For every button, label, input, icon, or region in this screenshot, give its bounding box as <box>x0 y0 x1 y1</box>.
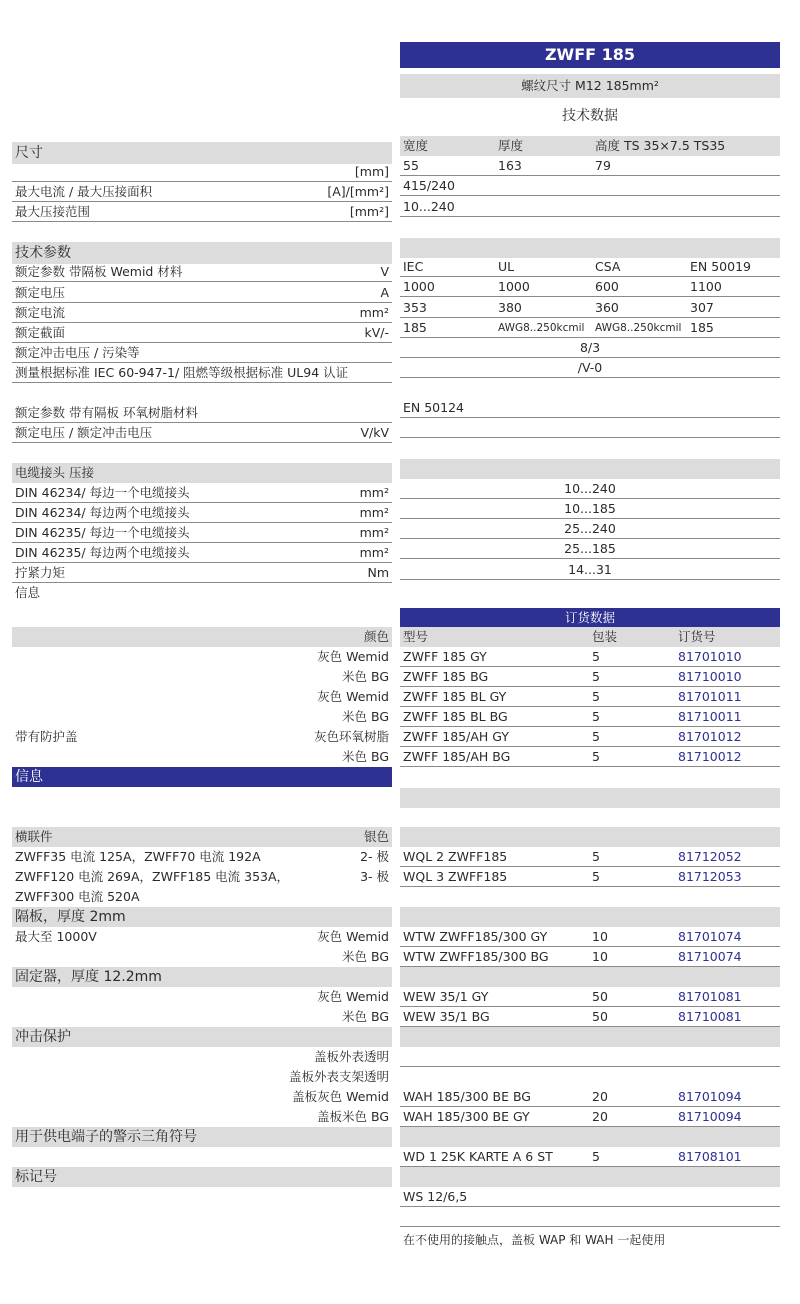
shock-row-4 <box>12 1107 392 1127</box>
impulse-value-row <box>400 338 780 358</box>
separator-order-2 <box>400 947 780 967</box>
cable-row-1 <box>12 483 392 503</box>
rated-voltage-unit: A <box>380 285 389 300</box>
order-pack: 5 <box>592 669 600 684</box>
max-current-label: 最大电流 / 最大压接面积 <box>15 184 153 199</box>
cert-r2-csa: 360 <box>595 300 619 315</box>
cert-header-row <box>400 257 780 277</box>
cert-r3-csa: AWG8..250kcmil <box>595 322 682 334</box>
order-pack: 5 <box>592 649 600 664</box>
order-number: 81710012 <box>678 749 742 764</box>
shock-row-2-label: 盖板外表支架透明 <box>288 1069 389 1084</box>
max-range-value: 10...240 <box>403 199 455 214</box>
fixer-order-2-pack: 50 <box>592 1009 608 1024</box>
order-row <box>400 687 780 707</box>
product-subtitle-band <box>400 74 780 98</box>
bridge-row-1 <box>12 847 392 867</box>
cable-val-2-text: 10...185 <box>564 501 616 516</box>
separator-order-2-no: 81710074 <box>678 949 742 964</box>
rated-params-label: 额定参数 带隔板 Wemid 材料 <box>15 264 183 279</box>
order-row <box>400 727 780 747</box>
dims-thick-header: 厚度 <box>498 138 524 153</box>
cable-info-label: 信息 <box>15 585 41 600</box>
bridge-silver: 银色 <box>363 829 389 844</box>
dims-section-title: 尺寸 <box>15 145 43 161</box>
product-subtitle: 螺纹尺寸 M12 185mm² <box>521 78 659 93</box>
order-number: 81710011 <box>678 709 742 724</box>
epoxy-voltage-row <box>12 423 392 443</box>
cable-row-5-unit: Nm <box>367 565 389 580</box>
shock-row-3-label: 盖板灰色 Wemid <box>292 1089 389 1104</box>
footnote: 在不使用的接触点，盖板 WAP 和 WAH 一起使用 <box>403 1233 666 1247</box>
cable-val-5 <box>400 560 780 580</box>
cert-r1-ul: 1000 <box>498 279 530 294</box>
marker-empty-row <box>400 1207 780 1227</box>
bridge-order-2-type: WQL 3 ZWFF185 <box>403 869 508 884</box>
standard-row <box>12 363 392 383</box>
order-type: ZWFF 185 BL GY <box>403 689 507 704</box>
cert-csa: CSA <box>595 259 621 274</box>
warning-label: 用于供电端子的警示三角符号 <box>15 1129 197 1145</box>
order-color-1: 灰色 Wemid <box>317 649 389 664</box>
rated-section-unit: kV/- <box>364 325 389 340</box>
tech-data-heading: 技术数据 <box>562 108 618 124</box>
max-current-value-row <box>400 176 780 196</box>
separator-sub: 最大至 1000V <box>15 929 97 944</box>
order-heading: 订货数据 <box>564 610 615 625</box>
shock-header <box>12 1027 392 1047</box>
cert-r2-ul: 380 <box>498 300 522 315</box>
rated-current-unit: mm² <box>359 305 389 320</box>
impulse-value: 8/3 <box>579 340 601 355</box>
cable-val-1-text: 10...240 <box>564 481 616 496</box>
fixer-order-2-type: WEW 35/1 BG <box>403 1009 490 1024</box>
rated-current-label: 额定电流 <box>15 305 66 320</box>
order-type: ZWFF 185 BG <box>403 669 489 684</box>
shock-row-2 <box>12 1067 392 1087</box>
cable-section-header <box>12 463 392 483</box>
fixer-band-right <box>400 967 780 987</box>
order-row <box>400 707 780 727</box>
order-pack: 5 <box>592 689 600 704</box>
max-range-label: 最大压接范围 <box>15 204 91 219</box>
shock-row-3 <box>12 1087 392 1107</box>
order-number: 81701010 <box>678 649 742 664</box>
rated-params-row <box>12 262 392 282</box>
separator-label: 隔板，厚度 2mm <box>15 909 126 925</box>
separator-order-1-pack: 10 <box>592 929 608 944</box>
order-number: 81701012 <box>678 729 742 744</box>
cert-row-2 <box>400 298 780 318</box>
product-title: ZWFF 185 <box>544 45 636 64</box>
cable-section-title: 电缆接头 压接 <box>15 465 94 480</box>
dims-height-value: 79 <box>595 158 611 173</box>
impulse-label: 额定冲击电压 / 污染等 <box>15 345 140 360</box>
separator-row-2 <box>12 947 392 967</box>
tech-band-right <box>400 238 780 258</box>
bridge-band-right <box>400 827 780 847</box>
standard-label: 测量根据标准 IEC 60-947-1/ 阻燃等级根据标准 UL94 认证 <box>15 365 349 380</box>
order-type: ZWFF 185 BL BG <box>403 709 508 724</box>
bridge-row-2 <box>12 867 392 887</box>
order-color-row <box>12 747 392 767</box>
fixer-label: 固定器，厚度 12.2mm <box>15 969 162 985</box>
separator-color-2: 米色 BG <box>341 949 389 964</box>
order-type-header: 型号 <box>403 629 429 644</box>
bridge-order-2-no: 81712053 <box>678 869 742 884</box>
separator-order-1-type: WTW ZWFF185/300 GY <box>403 929 548 944</box>
bridge-order-2-pack: 5 <box>592 869 600 884</box>
marker-order-type: WS 12/6,5 <box>403 1189 468 1204</box>
cert-r3-ul: AWG8..250kcmil <box>498 322 585 334</box>
cable-info-row <box>12 583 392 603</box>
cable-val-5-text: 14...31 <box>568 562 612 577</box>
dims-thick-value: 163 <box>498 158 522 173</box>
tech-section-header <box>12 242 392 264</box>
marker-label: 标记号 <box>15 1169 57 1185</box>
cert-row-1 <box>400 277 780 297</box>
bridge-row-3 <box>12 887 392 907</box>
epoxy-voltage-unit: V/kV <box>360 425 389 440</box>
cable-row-3 <box>12 523 392 543</box>
order-pack-header: 包装 <box>592 629 618 644</box>
warning-order-pack: 5 <box>592 1149 600 1164</box>
warning-order-type: WD 1 25K KARTE A 6 ST <box>403 1149 553 1164</box>
rated-params-unit: V <box>380 264 389 279</box>
max-current-unit: [A]/[mm²] <box>327 184 389 199</box>
bridge-header <box>12 827 392 847</box>
dims-value-row <box>400 156 780 176</box>
dims-unit: [mm] <box>354 164 389 179</box>
dims-header-row <box>400 136 780 156</box>
max-current-value: 415/240 <box>403 178 455 193</box>
order-no-header: 订货号 <box>678 629 716 644</box>
cable-row-2-label: DIN 46234/ 每边两个电缆接头 <box>15 505 190 520</box>
rated-current-row <box>12 303 392 323</box>
order-row <box>400 647 780 667</box>
order-col-header <box>400 627 780 647</box>
cable-row-5 <box>12 563 392 583</box>
order-type: ZWFF 185/AH BG <box>403 749 511 764</box>
guard-label: 带有防护盖 <box>15 729 78 744</box>
cable-row-3-label: DIN 46235/ 每边一个电缆接头 <box>15 525 190 540</box>
order-row <box>400 667 780 687</box>
tech-section-title: 技术参数 <box>15 245 71 261</box>
info-section-title: 信息 <box>15 769 43 785</box>
order-color-row <box>12 707 392 727</box>
cable-row-2 <box>12 503 392 523</box>
shock-order-2-type: WAH 185/300 BE GY <box>403 1109 530 1124</box>
shock-order-2 <box>400 1107 780 1127</box>
rated-section-row <box>12 323 392 343</box>
fixer-row-1 <box>12 987 392 1007</box>
fixer-row-2 <box>12 1007 392 1027</box>
order-number: 81701011 <box>678 689 742 704</box>
product-title-bar <box>400 42 780 68</box>
bridge-row-2-poles: 3- 极 <box>360 869 389 884</box>
cable-val-1 <box>400 479 780 499</box>
fixer-color-1: 灰色 Wemid <box>317 989 389 1004</box>
bridge-row-3-text: ZWFF300 电流 520A <box>15 889 140 904</box>
shock-order-1-pack: 20 <box>592 1089 608 1104</box>
order-color-row <box>12 727 392 747</box>
bridge-row-1-text: ZWFF35 电流 125A，ZWFF70 电流 192A <box>15 849 261 864</box>
cable-val-3 <box>400 519 780 539</box>
max-range-row <box>12 202 392 222</box>
shock-order-2-no: 81710094 <box>678 1109 742 1124</box>
epoxy-voltage-label: 额定电压 / 额定冲击电压 <box>15 425 153 440</box>
order-type: ZWFF 185/AH GY <box>403 729 509 744</box>
order-color-3: 灰色 Wemid <box>317 689 389 704</box>
max-range-value-row <box>400 197 780 217</box>
fixer-order-1-pack: 50 <box>592 989 608 1004</box>
cable-val-4 <box>400 539 780 559</box>
cable-row-4-unit: mm² <box>359 545 389 560</box>
max-range-unit: [mm²] <box>349 204 389 219</box>
cert-row-3 <box>400 318 780 338</box>
cable-row-4-label: DIN 46235/ 每边两个电缆接头 <box>15 545 190 560</box>
separator-order-2-type: WTW ZWFF185/300 BG <box>403 949 549 964</box>
separator-order-1 <box>400 927 780 947</box>
order-pack: 5 <box>592 729 600 744</box>
shock-label: 冲击保护 <box>15 1029 71 1045</box>
order-color-header <box>12 627 392 647</box>
cable-row-1-label: DIN 46234/ 每边一个电缆接头 <box>15 485 190 500</box>
order-color-4: 米色 BG <box>341 709 389 724</box>
bridge-row-2-text: ZWFF120 电流 269A，ZWFF185 电流 353A， <box>15 869 290 884</box>
cert-r2-en: 307 <box>690 300 714 315</box>
separator-color-1: 灰色 Wemid <box>317 929 389 944</box>
fixer-order-2-no: 81710081 <box>678 1009 742 1024</box>
separator-order-1-no: 81701074 <box>678 929 742 944</box>
shock-band-right <box>400 1027 780 1047</box>
dims-height-header: 高度 TS 35×7.5 TS35 <box>595 138 726 153</box>
epoxy-voltage-value-row <box>400 418 780 438</box>
bridge-order-1 <box>400 847 780 867</box>
epoxy-params-row <box>12 403 392 423</box>
cable-val-3-text: 25...240 <box>564 521 616 536</box>
order-color-6: 米色 BG <box>341 749 389 764</box>
shock-order-empty <box>400 1047 780 1067</box>
fixer-header <box>12 967 392 987</box>
order-type: ZWFF 185 GY <box>403 649 487 664</box>
order-color-row <box>12 667 392 687</box>
cert-ul: UL <box>498 259 515 274</box>
cable-row-1-unit: mm² <box>359 485 389 500</box>
order-color-5: 灰色环氧树脂 <box>313 729 389 744</box>
cable-row-5-label: 拧紧力矩 <box>15 565 66 580</box>
epoxy-en-row <box>400 398 780 418</box>
marker-band-right <box>400 1167 780 1187</box>
separator-row-1 <box>12 927 392 947</box>
cert-r3-iec: 185 <box>403 320 427 335</box>
cert-r1-csa: 600 <box>595 279 619 294</box>
order-pack: 5 <box>592 709 600 724</box>
cable-row-2-unit: mm² <box>359 505 389 520</box>
dims-width-header: 宽度 <box>403 138 429 153</box>
order-header-bar <box>400 608 780 628</box>
dims-unit-row <box>12 162 392 182</box>
warning-order <box>400 1147 780 1167</box>
cable-val-2 <box>400 499 780 519</box>
bridge-row-1-poles: 2- 极 <box>360 849 389 864</box>
order-pack: 5 <box>592 749 600 764</box>
marker-header <box>12 1167 392 1187</box>
bridge-order-2 <box>400 867 780 887</box>
cert-r2-iec: 353 <box>403 300 427 315</box>
epoxy-en-value: EN 50124 <box>403 400 464 415</box>
shock-order-2-pack: 20 <box>592 1109 608 1124</box>
shock-order-1-no: 81701094 <box>678 1089 742 1104</box>
shock-order-1 <box>400 1087 780 1107</box>
cert-r1-iec: 1000 <box>403 279 435 294</box>
bridge-order-1-no: 81712052 <box>678 849 742 864</box>
cable-band-right <box>400 459 780 479</box>
bridge-label: 横联件 <box>15 829 53 844</box>
cable-row-4 <box>12 543 392 563</box>
max-current-row <box>12 182 392 202</box>
order-color-2: 米色 BG <box>341 669 389 684</box>
rated-voltage-row <box>12 283 392 303</box>
cert-r1-en: 1100 <box>690 279 722 294</box>
fixer-order-2 <box>400 1007 780 1027</box>
warning-order-no: 81708101 <box>678 1149 742 1164</box>
separator-order-2-pack: 10 <box>592 949 608 964</box>
separator-band-right <box>400 907 780 927</box>
bridge-order-1-pack: 5 <box>592 849 600 864</box>
fixer-color-2: 米色 BG <box>341 1009 389 1024</box>
shock-row-1 <box>12 1047 392 1067</box>
order-color-label: 颜色 <box>363 629 389 644</box>
warning-band-right <box>400 1127 780 1147</box>
order-color-row <box>12 687 392 707</box>
standard-value-row <box>400 358 780 378</box>
cable-row-3-unit: mm² <box>359 525 389 540</box>
rated-voltage-label: 额定电压 <box>15 285 66 300</box>
cable-val-4-text: 25...185 <box>564 541 616 556</box>
marker-order <box>400 1187 780 1207</box>
fixer-order-1 <box>400 987 780 1007</box>
impulse-row <box>12 343 392 363</box>
shock-row-4-label: 盖板米色 BG <box>316 1109 389 1124</box>
rated-section-label: 额定截面 <box>15 325 66 340</box>
warning-header <box>12 1127 392 1147</box>
order-number: 81710010 <box>678 669 742 684</box>
fixer-order-1-type: WEW 35/1 GY <box>403 989 489 1004</box>
dims-section-header <box>12 142 392 164</box>
cert-iec: IEC <box>403 259 424 274</box>
dims-width-value: 55 <box>403 158 419 173</box>
shock-order-1-type: WAH 185/300 BE BG <box>403 1089 531 1104</box>
order-color-row <box>12 647 392 667</box>
epoxy-params-label: 额定参数 带有隔板 环氧树脂材料 <box>15 405 198 420</box>
info-band-right <box>400 788 780 808</box>
cert-en: EN 50019 <box>690 259 751 274</box>
standard-value: /V-0 <box>577 360 603 375</box>
info-section-header <box>12 767 392 787</box>
bridge-order-1-type: WQL 2 ZWFF185 <box>403 849 508 864</box>
separator-header <box>12 907 392 927</box>
shock-row-1-label: 盖板外表透明 <box>313 1049 389 1064</box>
order-row <box>400 747 780 767</box>
cert-r3-en: 185 <box>690 320 714 335</box>
fixer-order-1-no: 81701081 <box>678 989 742 1004</box>
